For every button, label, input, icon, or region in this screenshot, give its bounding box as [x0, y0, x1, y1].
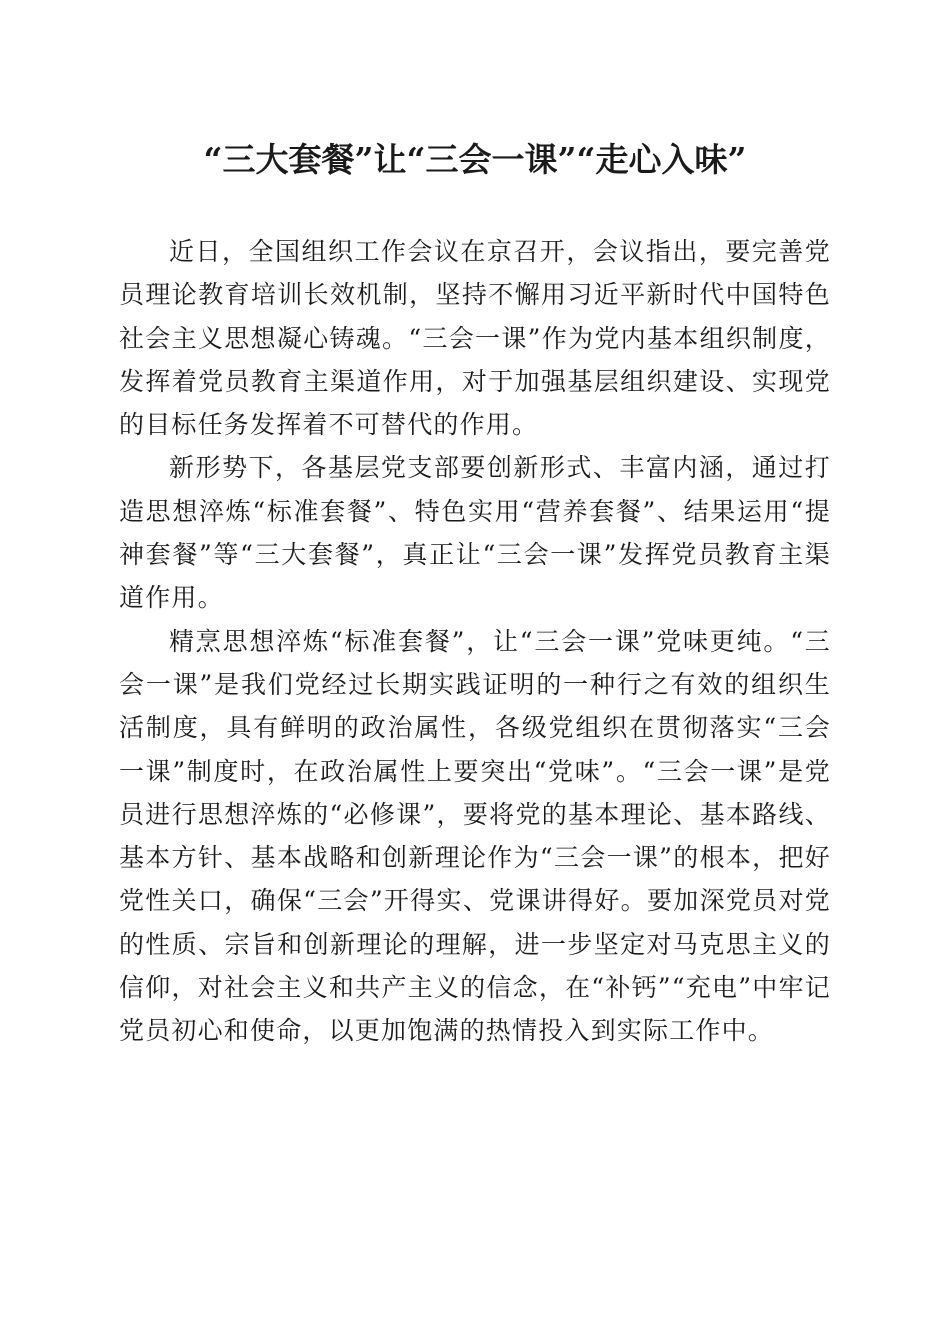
document-body [119, 230, 831, 1053]
paragraph-standard-package: 精烹思想淬炼“标准套餐”，让“三会一课”党味更纯。“三会一课”是我们党经过长期实践证明的一种行之有效的组织生活制度，具有鲜明的政治属性，各级党组织在贯彻落实“三会一课”制度时，在政治属性上要突出“党味”。“三会一课”是党员进行思想淬炼的“必修课”，要将党的基本理论、基本路线、基本方针、基本战略和创新理论作为“三会一课”的根本，把好党性关口，确保“三会”开得实、党课讲得好。要加深党员对党的性质、宗旨和创新理论的理解，进一步坚定对马克思主义的信仰，对社会主义和共产主义的信念，在“补钙”“充电”中牢记党员初心和使命，以更加饱满的热情投入到实际工作中。 [119, 626, 831, 1046]
paragraph-new-situation: 新形势下，各基层党支部要创新形式、丰富内涵，通过打造思想淬炼“标准套餐”、特色实用“营养套餐”、结果运用“提神套餐”等“三大套餐”，真正让“三会一课”发挥党员教育主渠道作用。 [119, 453, 831, 613]
paragraph-intro: 近日，全国组织工作会议在京召开，会议指出，要完善党员理论教育培训长效机制，坚持不懈用习近平新时代中国特色社会主义思想凝心铸魂。“三会一课”作为党内基本组织制度，发挥着党员教育主渠道作用，对于加强基层组织建设、实现党的目标任务发挥着不可替代的作用。 [119, 237, 831, 440]
document-title: “三大套餐”让“三会一课”“走心入味” [203, 140, 747, 179]
